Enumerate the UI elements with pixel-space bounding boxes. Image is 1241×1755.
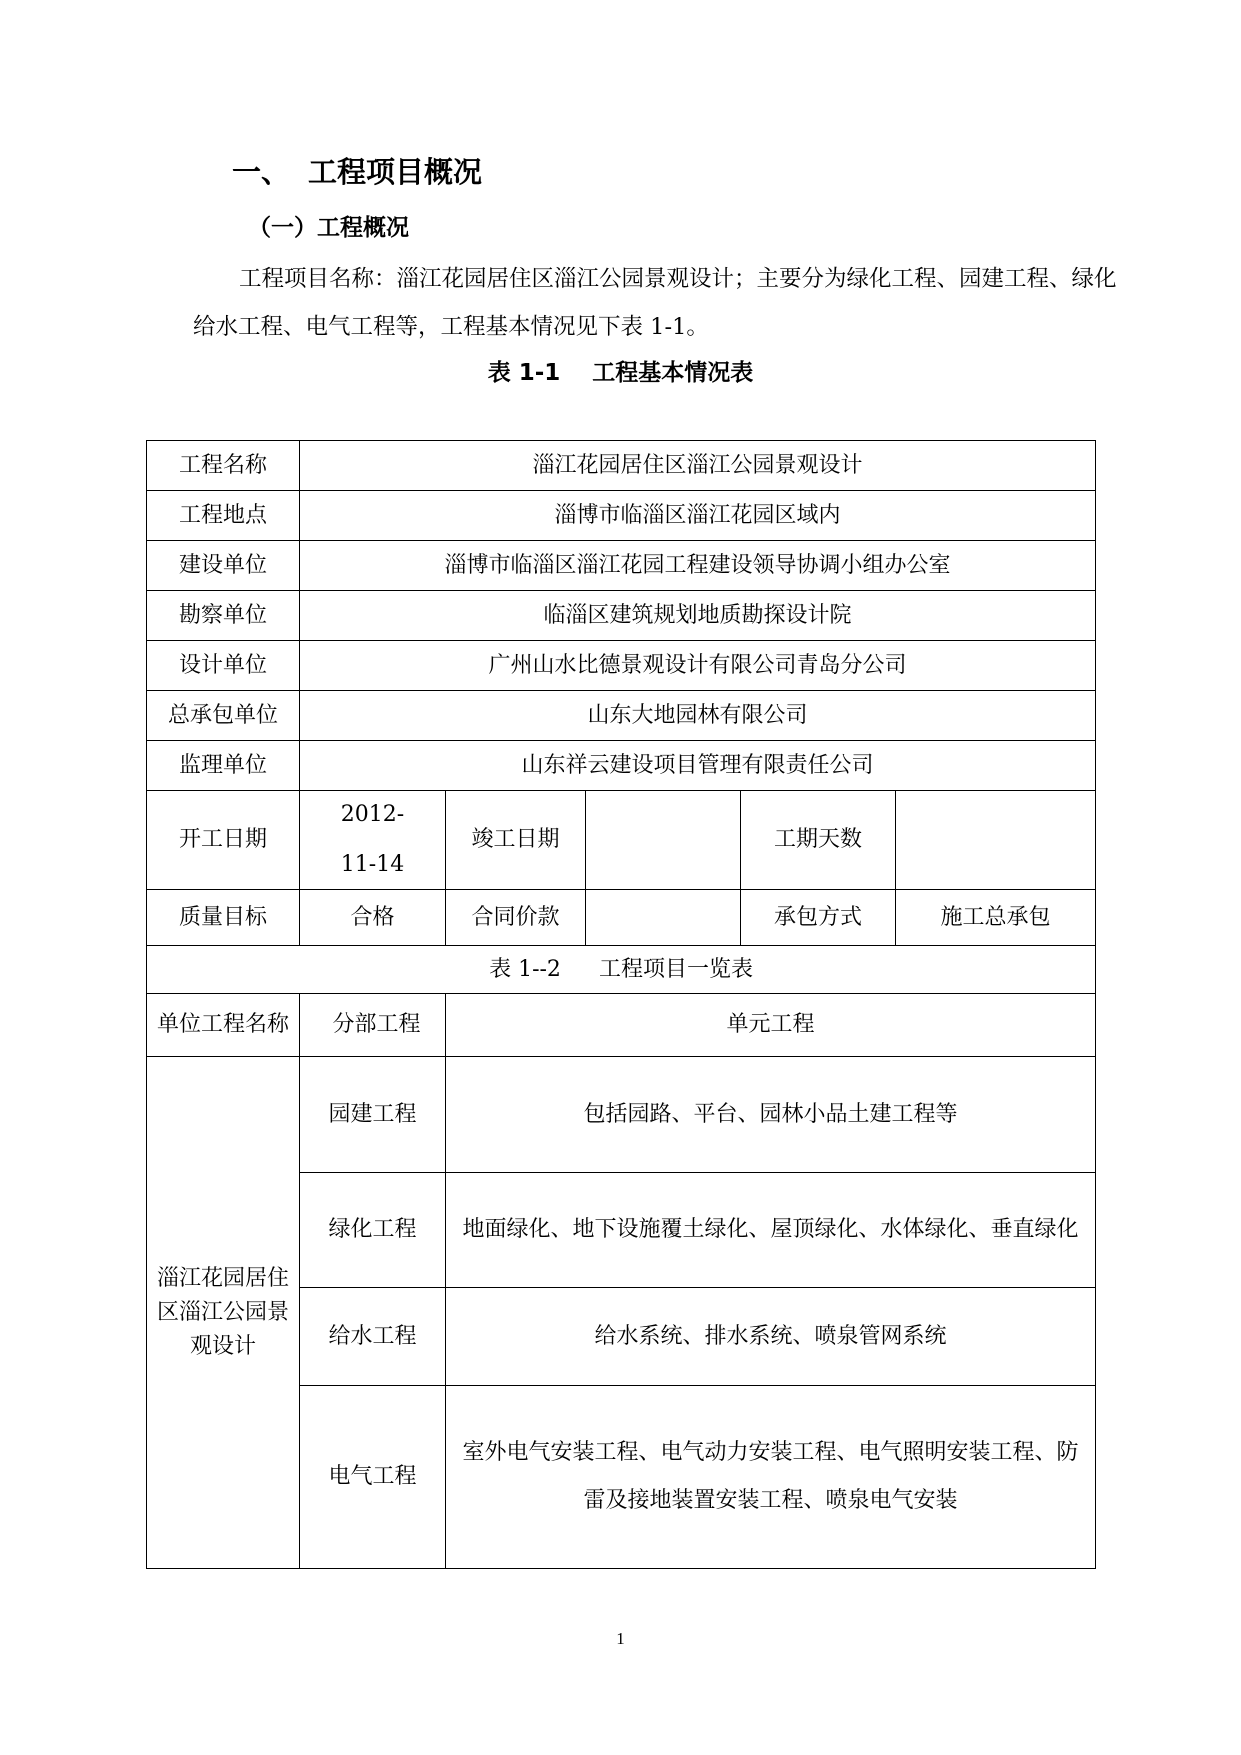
table2-header-row (147, 994, 1096, 1057)
duration-value (896, 791, 1096, 890)
row-label: 设计单位 (147, 641, 300, 691)
table-row (147, 641, 1096, 691)
row-value: 淄博市临淄区淄江花园工程建设领导协调小组办公室 (300, 541, 1096, 591)
price-label: 合同价款 (446, 890, 586, 946)
part-units: 室外电气安装工程、电气动力安装工程、电气照明安装工程、防雷及接地装置安装工程、喷泉电气安装 (446, 1386, 1096, 1569)
table-row (147, 441, 1096, 491)
row-label: 工程地点 (147, 491, 300, 541)
row-label: 建设单位 (147, 541, 300, 591)
part-name: 给水工程 (300, 1288, 446, 1386)
row-value: 山东祥云建设项目管理有限责任公司 (300, 741, 1096, 791)
page-number: 1 (616, 1629, 625, 1648)
table-row (147, 591, 1096, 641)
table1-caption (0, 354, 1241, 387)
start-date-value (300, 791, 446, 890)
section-number: 一、 (232, 155, 291, 189)
table2-caption-title: 工程项目一览表 (598, 956, 753, 982)
end-date-label: 竣工日期 (446, 791, 586, 890)
table2-caption-number: 表 1--2 (489, 956, 561, 982)
section-title: 工程项目概况 (308, 155, 483, 189)
row-label: 监理单位 (147, 741, 300, 791)
row-value: 淄博市临淄区淄江花园区域内 (300, 491, 1096, 541)
subsection-heading: （一）工程概况 (248, 215, 409, 241)
duration-label: 工期天数 (741, 791, 896, 890)
table-row (147, 541, 1096, 591)
mode-value: 施工总承包 (896, 890, 1096, 946)
part-name: 绿化工程 (300, 1173, 446, 1288)
price-value (586, 890, 741, 946)
row-label: 工程名称 (147, 441, 300, 491)
table1-caption-number: 表 1-1 (487, 360, 561, 386)
row-value: 淄江花园居住区淄江公园景观设计 (300, 441, 1096, 491)
unit-name-cell: 淄江花园居住区淄江公园景观设计 (147, 1057, 300, 1569)
part-units: 给水系统、排水系统、喷泉管网系统 (446, 1288, 1096, 1386)
header-units: 单元工程 (446, 994, 1096, 1057)
row-label: 勘察单位 (147, 591, 300, 641)
part-units: 包括园路、平台、园林小品土建工程等 (446, 1057, 1096, 1173)
end-date-value (586, 791, 741, 890)
start-date-line1: 2012- (340, 802, 405, 827)
table-row (147, 491, 1096, 541)
table1-caption-title: 工程基本情况表 (592, 360, 754, 386)
intro-paragraph: 工程项目名称：淄江花园居住区淄江公园景观设计；主要分为绿化工程、园建工程、绿化给水工程、电气工程等，工程基本情况见下表 1-1。 (193, 266, 1117, 340)
section-heading (232, 150, 482, 191)
table2-caption (147, 946, 1096, 994)
row-label: 总承包单位 (147, 691, 300, 741)
start-date-label: 开工日期 (147, 791, 300, 890)
row-value: 临淄区建筑规划地质勘探设计院 (300, 591, 1096, 641)
part-name: 园建工程 (300, 1057, 446, 1173)
header-part: 分部工程 (300, 994, 446, 1057)
table2-caption-row (147, 946, 1096, 994)
part-name: 电气工程 (300, 1386, 446, 1569)
dates-row (147, 791, 1096, 890)
mode-label: 承包方式 (741, 890, 896, 946)
header-unit-name: 单位工程名称 (147, 994, 300, 1057)
start-date-line2: 11-14 (340, 852, 405, 877)
table-row (147, 741, 1096, 791)
table-row (147, 691, 1096, 741)
quality-row (147, 890, 1096, 946)
row-value: 广州山水比德景观设计有限公司青岛分公司 (300, 641, 1096, 691)
quality-value: 合格 (300, 890, 446, 946)
project-info-table (146, 440, 1096, 1569)
quality-label: 质量目标 (147, 890, 300, 946)
part-units: 地面绿化、地下设施覆土绿化、屋顶绿化、水体绿化、垂直绿化 (446, 1173, 1096, 1288)
table-row (147, 1057, 1096, 1173)
row-value: 山东大地园林有限公司 (300, 691, 1096, 741)
